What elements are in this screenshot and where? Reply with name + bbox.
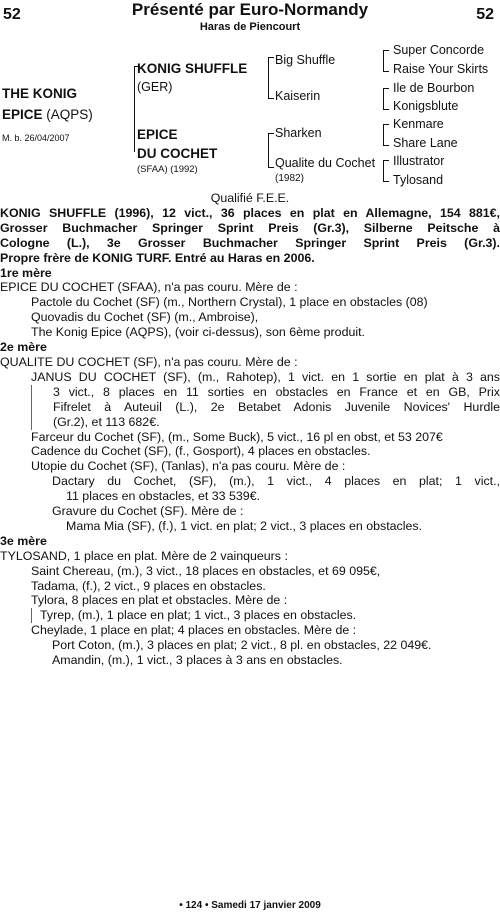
- body-text: [0, 191, 500, 668]
- bracket-gg4: [383, 160, 389, 182]
- mere3-heading: 3e mère: [0, 533, 47, 548]
- great-grandparent-4: Konigsblute: [393, 99, 459, 113]
- mere3-line-2: Tadama, (f.), 2 vict., 9 places en obstacles.: [31, 578, 266, 593]
- pedigree-bracket-dam: [268, 133, 274, 168]
- horse-info: M. b. 26/04/2007: [2, 133, 70, 143]
- grandsire-2: Sharken: [275, 126, 322, 140]
- mere2-intro: QUALITE DU COCHET (SF), n'a pas couru. Mère de :: [0, 354, 298, 369]
- bracket-gg2: [383, 88, 389, 110]
- mere3-line-4: Tyrep, (m.), 1 place en plat; 1 vict., 3 places en obstacles.: [40, 608, 357, 623]
- lot-number-right: 52: [476, 6, 494, 23]
- granddam-1: Kaiserin: [275, 89, 321, 103]
- mere1-intro: EPICE DU COCHET (SFAA), n'a pas couru. Mère de :: [0, 280, 298, 295]
- mere1-item-2: Quovadis du Cochet (SF) (m., Ambroise),: [31, 310, 259, 325]
- horse-name-line2: EPICE (AQPS): [2, 107, 93, 122]
- lot-number-left: 52: [3, 6, 21, 23]
- great-grandparent-2: Raise Your Skirts: [393, 62, 489, 76]
- mere3-line-5: Cheylade, 1 place en plat; 4 places en obstacles. Mère de :: [31, 623, 357, 638]
- mere3-line-3: Tylora, 8 places en plat et obstacles. Mère de :: [31, 593, 288, 608]
- sire-note-2: Grosser Buchmacher Springer Sprint Preis (Gr.3), Silberne Peitsche à: [0, 220, 500, 235]
- mere3-line-1: Saint Chereau, (m.), 3 vict., 18 places en obstacles, et 69 095€,: [31, 563, 381, 578]
- mama-line: Mama Mia (SF), (f.), 1 vict. en plat; 2 vict., 3 places en obstacles.: [66, 518, 423, 533]
- mere2-other-3: Utopie du Cochet (SF), (Tanlas), n'a pas couru. Mère de :: [31, 459, 346, 474]
- mere3-intro: TYLOSAND, 1 place en plat. Mère de 2 vainqueurs :: [0, 548, 288, 563]
- janus-line-3: Fifrelet à Auteuil (L.), 2e Betabet Adonis Juvenile Novices' Hurdle: [53, 399, 500, 414]
- dactary-line-1: Dactary du Cochet, (SF), (m.), 1 vict., 4 places en plat; 1 vict.,: [52, 474, 500, 489]
- great-grandparent-3: Ile de Bourbon: [393, 81, 475, 95]
- dactary-line-2: 11 places en obstacles, et 33 539€.: [66, 489, 261, 504]
- qualifie-line: Qualifié F.E.E.: [210, 191, 290, 205]
- great-grandparent-6: Share Lane: [393, 136, 458, 150]
- janus-continuation: [31, 385, 500, 430]
- page-subtitle: Haras de Piencourt: [199, 21, 301, 33]
- mere2-other-1: Farceur du Cochet (SF), (m., Some Buck), 5 vict., 16 pl en obst, et 53 207€: [31, 429, 443, 444]
- mere1-heading: 1re mère: [0, 265, 52, 280]
- grandsire-1: Big Shuffle: [275, 53, 336, 67]
- mere3-line-7: Amandin, (m.), 1 vict., 3 places à 3 ans en obstacles.: [52, 653, 343, 668]
- mere2-heading: 2e mère: [0, 340, 47, 355]
- janus-line-4: (Gr.2), et 113 682€.: [53, 414, 160, 429]
- janus-line-2: 3 vict., 8 places en 11 sorties en obstacles en France et en GB, Prix: [53, 384, 500, 399]
- great-grandparent-7: Illustrator: [393, 154, 445, 168]
- bracket-gg1: [383, 50, 389, 72]
- dam-name-line1: EPICE: [137, 127, 178, 142]
- page-title: Présenté par Euro-Normandy: [131, 0, 369, 19]
- page-footer: • 124 • Samedi 17 janvier 2009: [179, 900, 321, 911]
- sire-note-4: Propre frère de KONIG TURF. Entré au Haras en 2006.: [0, 250, 315, 265]
- sire-origin: (GER): [137, 80, 173, 94]
- gravure-line: Gravure du Cochet (SF). Mère de :: [52, 504, 244, 519]
- mere1-item-3: The Konig Epice (AQPS), (voir ci-dessus), son 6ème produit.: [31, 325, 365, 340]
- great-grandparent-5: Kenmare: [393, 117, 444, 131]
- janus-line-1: JANUS DU COCHET (SF), (m., Rahotep), 1 vict. en 1 sortie en plat à 3 ans: [31, 369, 500, 384]
- great-grandparent-8: Tylosand: [393, 173, 444, 187]
- dam-name-line2: DU COCHET: [137, 146, 218, 161]
- dam-detail: (SFAA) (1992): [137, 164, 198, 175]
- mere3-line-6: Port Coton, (m.), 3 places en plat; 2 vict., 8 pl. en obstacles, 22 049€.: [52, 638, 432, 653]
- great-grandparent-1: Super Concorde: [393, 43, 485, 57]
- bracket-gg3: [383, 124, 389, 146]
- granddam-2: Qualite du Cochet: [275, 156, 376, 170]
- sire-notes: [0, 206, 500, 266]
- sire-name: KONIG SHUFFLE: [137, 61, 248, 76]
- mere2-other-2: Cadence du Cochet (SF), (f., Gosport), 4 places en obstacles.: [31, 444, 371, 459]
- pedigree-bracket-sire: [268, 57, 274, 99]
- mere1-item-1: Pactole du Cochet (SF) (m., Northern Crystal), 1 place en obstacles (08): [31, 295, 428, 310]
- horse-name-line1: THE KONIG: [2, 86, 78, 101]
- granddam-2-year: (1982): [275, 173, 304, 184]
- sire-note-1: KONIG SHUFFLE (1996), 12 vict., 36 places en plat en Allemagne, 154 881€,: [0, 205, 500, 220]
- sire-note-3: Cologne (L.), 3e Grosser Buchmacher Springer Sprint Preis (Gr.3).: [0, 235, 500, 250]
